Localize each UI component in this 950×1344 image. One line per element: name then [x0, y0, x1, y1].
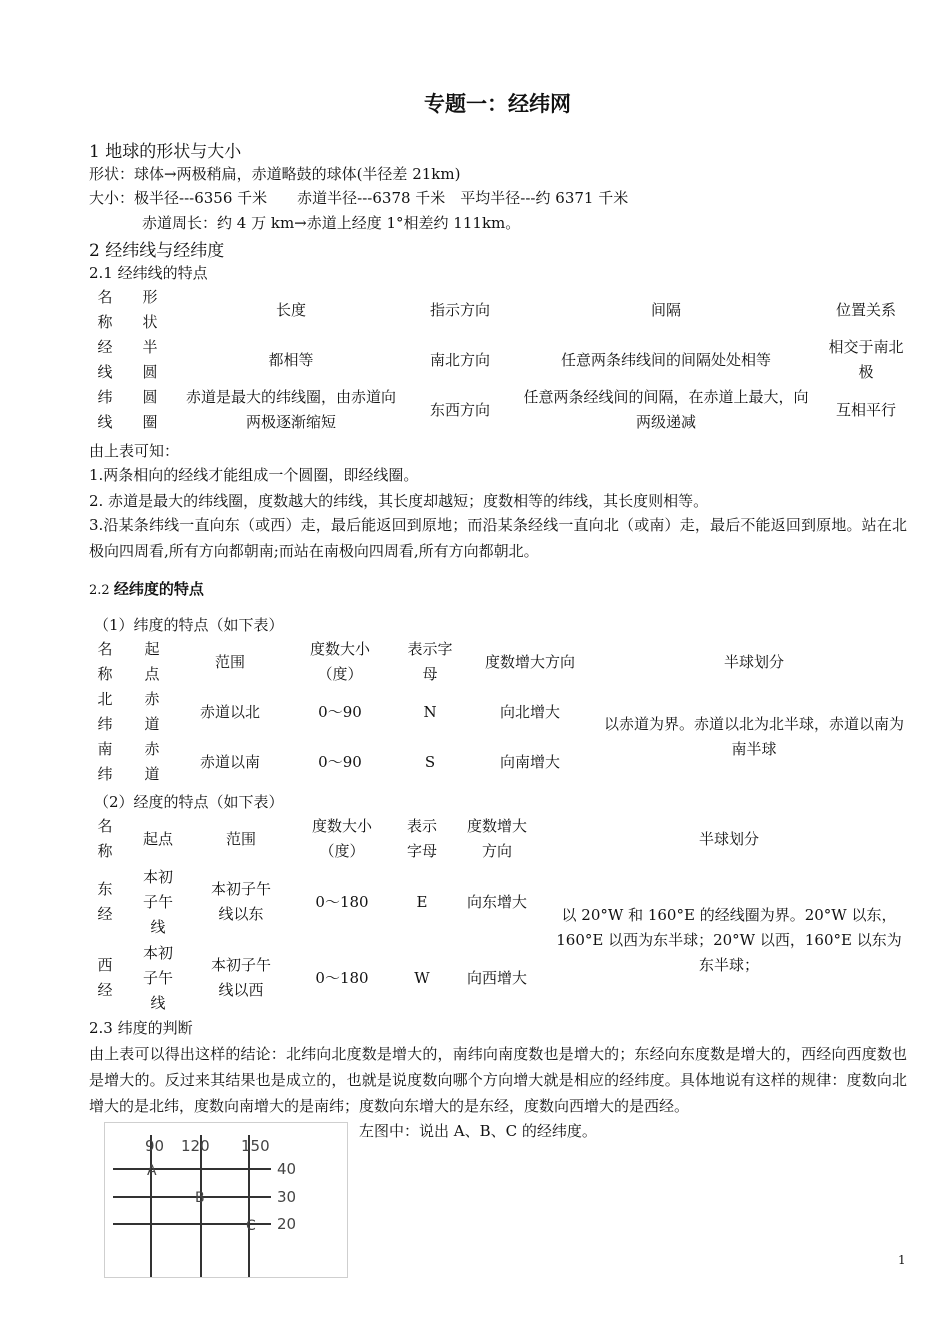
table2-header-cell: 名称 [97, 640, 113, 683]
table3-row2-cell: 0～180 [315, 968, 369, 987]
table3-row1-cell: 0～180 [315, 892, 369, 911]
page-title: 专题一：经纬网 [424, 92, 571, 116]
point-label-b: B [195, 1190, 205, 1206]
conclusion-2: 2. 赤道是最大的纬线圈，度数越大的纬线，其长度却越短；度数相等的纬线，其长度则相等。 [89, 492, 709, 510]
table3-header-cell: 度数增大方向 [466, 817, 527, 860]
table2-row1-cell: N [423, 702, 437, 721]
table2-row1-cell: 赤道以北 [199, 702, 260, 721]
table1-row2-cell: 任意两条经线间的间隔，在赤道上最大，向两级递减 [523, 388, 809, 431]
table1-row2-cell: 圆圈 [142, 388, 158, 431]
table3-header-cell: 半球划分 [698, 829, 759, 848]
table1-header-cell: 位置关系 [835, 300, 896, 319]
conclusion-intro: 由上表可知： [89, 442, 180, 460]
table2-header-cell: 半球划分 [723, 652, 784, 671]
point-label-a: A [147, 1163, 157, 1179]
table1-header-cell: 指示方向 [429, 300, 490, 319]
table1-row2-cell: 东西方向 [429, 400, 490, 419]
table3-row2-cell: 向西增大 [466, 968, 527, 987]
table1-row1-cell: 任意两条纬线间的间隔处处相等 [560, 350, 771, 369]
table3-row1-cell: E [416, 892, 428, 911]
table2-row1-cell: 0～90 [318, 702, 362, 721]
latitude-label: 30 [277, 1188, 297, 1206]
table1-row1-cell: 半圆 [142, 338, 158, 381]
table2-row2-cell: 赤道 [144, 740, 160, 783]
table2-header-cell: 起点 [144, 640, 160, 683]
figure-caption: 左图中：说出 A、B、C 的经纬度。 [359, 1122, 597, 1140]
table2-row2-cell: 向南增大 [499, 752, 560, 771]
table1-row1-cell: 都相等 [268, 350, 314, 369]
table3-hemisphere-cell: 以 20°W 和 160°E 的经线圈为界。20°W 以东，160°E 以西为东半球；20°W 以西，160°E 以东为东半球； [556, 905, 902, 974]
table2-row2-cell: 南纬 [97, 740, 113, 783]
graticule-grid [113, 1135, 271, 1277]
graticule-figure [104, 1122, 348, 1278]
table2-row2-cell: 赤道以南 [199, 752, 260, 771]
section-2-heading: 2 经纬线与经纬度 [89, 241, 225, 261]
circumference-line: 赤道周长：约 4 万 km→赤道上经度 1°相差约 111km。 [142, 214, 521, 232]
table1-header-cell: 形状 [142, 288, 158, 331]
shape-line: 形状：球体→两极稍扁，赤道略鼓的球体(半径差 21km) [89, 165, 461, 183]
table3-row1-cell: 本初子午线 [142, 867, 173, 936]
size-line: 大小：极半径---6356 千米 赤道半径---6378 千米 平均半径---约 6371 千米 [89, 189, 629, 207]
table3-row2-cell: 本初子午线以西 [210, 956, 271, 999]
table2-header-cell: 度数大小（度） [309, 640, 370, 683]
judgement-paragraph: 由上表可以得出这样的结论：北纬向北度数是增大的，南纬向南度数也是增大的；东经向东度数是增大的，西经向西度数也是增大的。反过来其结果也是成立的，也就是说度数向哪个方向增大就是相应的经纬度。具体地说有这样的规律：度数向北增大的是北纬，度数向南增大的是南纬；度数向东增大的是东经，度数向西增大的是西经。 [89, 1045, 907, 1115]
table3-header-cell: 表示字母 [406, 817, 437, 860]
table1-row1-cell: 南北方向 [429, 350, 490, 369]
longitude-label: 90 [145, 1137, 165, 1155]
table1-row2-cell: 纬线 [97, 388, 113, 431]
table2-header-cell: 范围 [214, 652, 245, 671]
longitude-table-title: （2）经度的特点（如下表） [94, 793, 284, 811]
table3-header-cell: 范围 [225, 829, 256, 848]
table3-row2-cell: W [414, 968, 430, 987]
graticule-svg [105, 1123, 347, 1277]
table2-row2-cell: S [424, 752, 436, 771]
longitude-label: 120 [181, 1137, 210, 1155]
table2-row1-cell: 向北增大 [499, 702, 560, 721]
latitude-label: 20 [277, 1215, 297, 1233]
conclusion-1: 1.两条相向的经线才能组成一个圆圈，即经线圈。 [89, 466, 419, 484]
table2-row2-cell: 0～90 [318, 752, 362, 771]
table1-header-cell: 名称 [97, 288, 113, 331]
subsection-2-1: 2.1 经纬线的特点 [89, 264, 208, 282]
latitude-label: 40 [277, 1160, 297, 1178]
table1-row2-cell: 互相平行 [835, 400, 896, 419]
section-1-heading: 1 地球的形状与大小 [89, 142, 242, 162]
table2-header-cell: 度数增大方向 [484, 652, 575, 671]
subsection-2-2: 2.2 经纬度的特点 [89, 580, 204, 598]
table3-header-cell: 起点 [142, 829, 173, 848]
latitude-table-title: （1）纬度的特点（如下表） [94, 616, 284, 634]
table1-row1-cell: 相交于南北极 [828, 338, 904, 381]
table3-row1-cell: 东经 [97, 880, 113, 923]
table2-row1-cell: 北纬 [97, 690, 113, 733]
table1-header-cell: 长度 [275, 300, 306, 319]
table3-row1-cell: 本初子午线以东 [210, 880, 271, 923]
conclusion-3: 3.沿某条纬线一直向东（或西）走，最后能返回到原地；而沿某条经线一直向北（或南）走，最后不能返回到原地。站在北极向四周看,所有方向都朝南;而站在南极向四周看,所有方向都朝北。 [89, 516, 907, 560]
table1-header-cell: 间隔 [650, 300, 681, 319]
subsection-2-3: 2.3 纬度的判断 [89, 1019, 193, 1037]
table3-header-cell: 名称 [97, 817, 113, 860]
table2-hemisphere-cell: 以赤道为界。赤道以北为北半球，赤道以南为南半球 [603, 715, 904, 758]
table3-row2-cell: 西经 [97, 956, 113, 999]
table3-header-cell: 度数大小（度） [311, 817, 372, 860]
table1-row1-cell: 经线 [97, 338, 113, 381]
table2-header-cell: 表示字母 [407, 640, 453, 683]
page-number: 1 [898, 1253, 906, 1267]
longitude-label: 150 [241, 1137, 270, 1155]
table1-row2-cell: 赤道是最大的纬线圈，由赤道向两极逐渐缩短 [185, 388, 396, 431]
table3-row1-cell: 向东增大 [466, 892, 527, 911]
table3-row2-cell: 本初子午线 [142, 943, 173, 1012]
table2-row1-cell: 赤道 [144, 690, 160, 733]
point-label-c: C [246, 1218, 256, 1234]
